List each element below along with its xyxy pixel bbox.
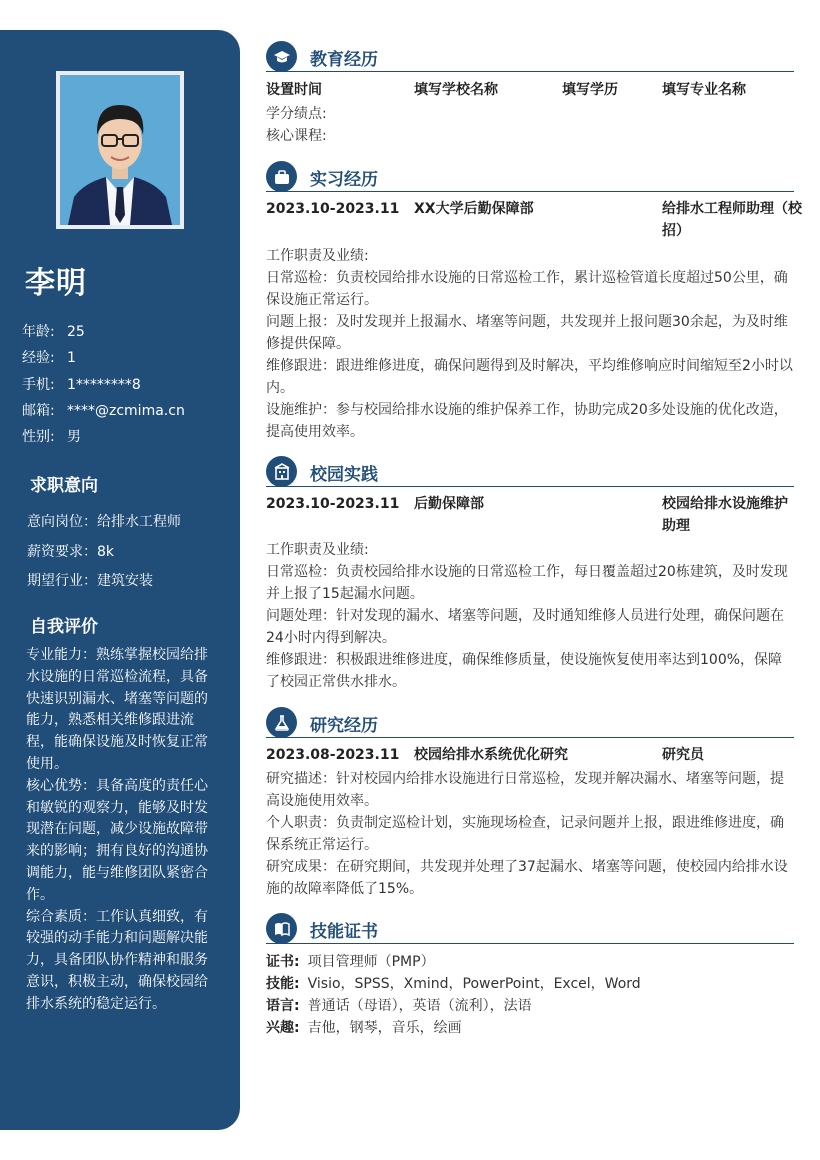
research-details <box>266 768 794 900</box>
skills-title: 技能证书 <box>310 922 378 942</box>
skill-label: 证书: <box>266 954 300 970</box>
campus-paragraph: 问题处理：针对发现的漏水、堵塞等问题，及时通知维修人员进行处理，确保问题在24小时内得到解决。 <box>266 608 784 646</box>
info-row-age <box>22 319 185 345</box>
info-value: 男 <box>67 429 81 446</box>
skill-value: 吉他，钢琴，音乐，绘画 <box>307 1020 462 1036</box>
education-degree: 填写学历 <box>562 82 618 98</box>
skill-row-skills <box>266 973 794 995</box>
internship-details <box>266 245 794 443</box>
info-row-email <box>22 398 185 424</box>
section-divider <box>266 737 794 738</box>
section-divider <box>266 943 794 944</box>
job-intent-title: 求职意向 <box>30 476 98 496</box>
intent-item-industry: 期望行业：建筑安装 <box>27 573 153 589</box>
education-details <box>266 103 794 147</box>
campus-paragraph: 维修跟进：积极跟进维修进度，确保维修质量，使设施恢复使用率达到100%，保障了校园正常供水排水。 <box>266 652 783 690</box>
intent-item-salary: 薪资要求：8k <box>27 543 115 560</box>
education-title: 教育经历 <box>310 50 378 70</box>
profile-photo <box>56 71 184 229</box>
info-row-experience <box>22 345 185 371</box>
info-value: 1 <box>67 350 76 367</box>
sidebar <box>0 30 240 1130</box>
skills-section-header <box>266 913 794 947</box>
internship-paragraph: 工作职责及业绩: <box>266 248 369 264</box>
building-icon <box>266 456 297 487</box>
internship-paragraph: 日常巡检：负责校园给排水设施的日常巡检工作，累计巡检管道长度超过50公里，确保设施正常运行。 <box>266 270 788 308</box>
flask-icon <box>266 707 297 738</box>
internship-section-header <box>266 161 794 195</box>
skill-label: 语言: <box>266 998 300 1014</box>
section-divider <box>266 486 794 487</box>
campus-time: 2023.10-2023.11 <box>266 496 400 512</box>
briefcase-icon <box>266 161 297 192</box>
campus-details <box>266 539 794 693</box>
research-role: 研究员 <box>662 747 704 763</box>
education-courses: 核心课程: <box>266 128 327 144</box>
info-value: 25 <box>67 324 85 340</box>
research-section-header <box>266 707 794 741</box>
education-gpa: 学分绩点: <box>266 106 327 122</box>
internship-paragraph: 问题上报：及时发现并上报漏水、堵塞等问题，共发现并上报问题30余起，为及时维修提供保障。 <box>266 314 788 352</box>
self-eval-paragraph: 专业能力：熟练掌握校园给排水设施的日常巡检流程，具备快速识别漏水、堵塞等问题的能力，熟悉相关维修跟进流程，能确保设施及时恢复正常使用。 <box>26 647 208 772</box>
campus-org: 后勤保障部 <box>414 496 484 512</box>
campus-title: 校园实践 <box>310 465 378 485</box>
research-paragraph: 研究描述：针对校园内给排水设施进行日常巡检，发现并解决漏水、堵塞等问题，提高设施使用效率。 <box>266 771 784 809</box>
self-eval-title: 自我评价 <box>30 617 98 637</box>
personal-info <box>22 319 185 450</box>
internship-title: 实习经历 <box>310 170 378 190</box>
education-section-header <box>266 41 794 75</box>
info-label: 年龄: <box>22 324 55 340</box>
research-paragraph: 研究成果：在研究期间，共发现并处理了37起漏水、堵塞等问题，使校园内给排水设施的故障率降低了15%。 <box>266 859 788 897</box>
section-divider <box>266 191 794 192</box>
self-eval-text <box>26 645 218 1016</box>
info-label: 手机: <box>22 376 55 393</box>
graduation-cap-icon <box>266 41 297 72</box>
campus-row <box>266 493 794 537</box>
internship-org: XX大学后勤保障部 <box>414 201 534 217</box>
self-eval-paragraph: 核心优势：具备高度的责任心和敏锐的观察力，能够及时发现潜在问题，减少设施故障带来的影响；拥有良好的沟通协调能力，能与维修团队紧密合作。 <box>26 777 208 903</box>
skill-label: 技能: <box>266 976 300 992</box>
job-intent-list <box>27 508 181 597</box>
campus-section-header <box>266 456 794 490</box>
self-eval-paragraph: 综合素质：工作认真细致，有较强的动手能力和问题解决能力，具备团队协作精神和服务意识，积极主动，确保校园给排水系统的稳定运行。 <box>26 908 208 1012</box>
education-major: 填写专业名称 <box>662 82 746 98</box>
info-value: ****@zcmima.cn <box>67 402 185 419</box>
internship-paragraph: 维修跟进：跟进维修进度，确保问题得到及时解决，平均维修响应时间缩短至2小时以内。 <box>266 358 793 396</box>
skills-list <box>266 951 794 1039</box>
internship-row <box>266 198 802 242</box>
skill-value: Visio，SPSS，Xmind，PowerPoint，Excel，Word <box>307 976 641 992</box>
info-row-gender <box>22 424 185 450</box>
research-paragraph: 个人职责：负责制定巡检计划，实施现场检查，记录问题并上报，跟进维修进度，确保系统正常运行。 <box>266 815 784 853</box>
internship-paragraph: 设施维护：参与校园给排水设施的维护保养工作，协助完成20多处设施的优化改造，提高使用效率。 <box>266 402 788 440</box>
education-school: 填写学校名称 <box>414 82 498 98</box>
internship-time: 2023.10-2023.11 <box>266 201 400 217</box>
education-time: 设置时间 <box>266 82 322 98</box>
avatar-portrait <box>60 75 180 225</box>
campus-role: 校园给排水设施维护助理 <box>662 496 788 534</box>
research-org: 校园给排水系统优化研究 <box>414 747 568 763</box>
info-row-phone <box>22 372 185 398</box>
research-row <box>266 744 794 766</box>
section-divider <box>266 71 794 72</box>
education-row <box>266 79 794 101</box>
skill-row-certificate <box>266 951 794 973</box>
candidate-name: 李明 <box>25 266 87 301</box>
internship-role: 给排水工程师助理（校招） <box>662 201 802 239</box>
info-label: 性别: <box>22 429 55 446</box>
book-icon <box>266 913 297 944</box>
research-time: 2023.08-2023.11 <box>266 747 400 763</box>
intent-item-position: 意向岗位：给排水工程师 <box>27 514 181 530</box>
info-label: 经验: <box>22 350 55 367</box>
skill-row-language <box>266 995 794 1017</box>
skill-label: 兴趣: <box>266 1020 300 1036</box>
research-title: 研究经历 <box>310 716 378 736</box>
skill-row-interests <box>266 1017 794 1039</box>
info-value: 1********8 <box>67 376 141 393</box>
campus-paragraph: 日常巡检：负责校园给排水设施的日常巡检工作，每日覆盖超过20栋建筑，及时发现并上报了15起漏水问题。 <box>266 564 788 602</box>
campus-paragraph: 工作职责及业绩: <box>266 542 369 558</box>
skill-value: 项目管理师（PMP） <box>307 954 435 970</box>
skill-value: 普通话（母语），英语（流利），法语 <box>307 998 532 1014</box>
info-label: 邮箱: <box>22 402 55 419</box>
